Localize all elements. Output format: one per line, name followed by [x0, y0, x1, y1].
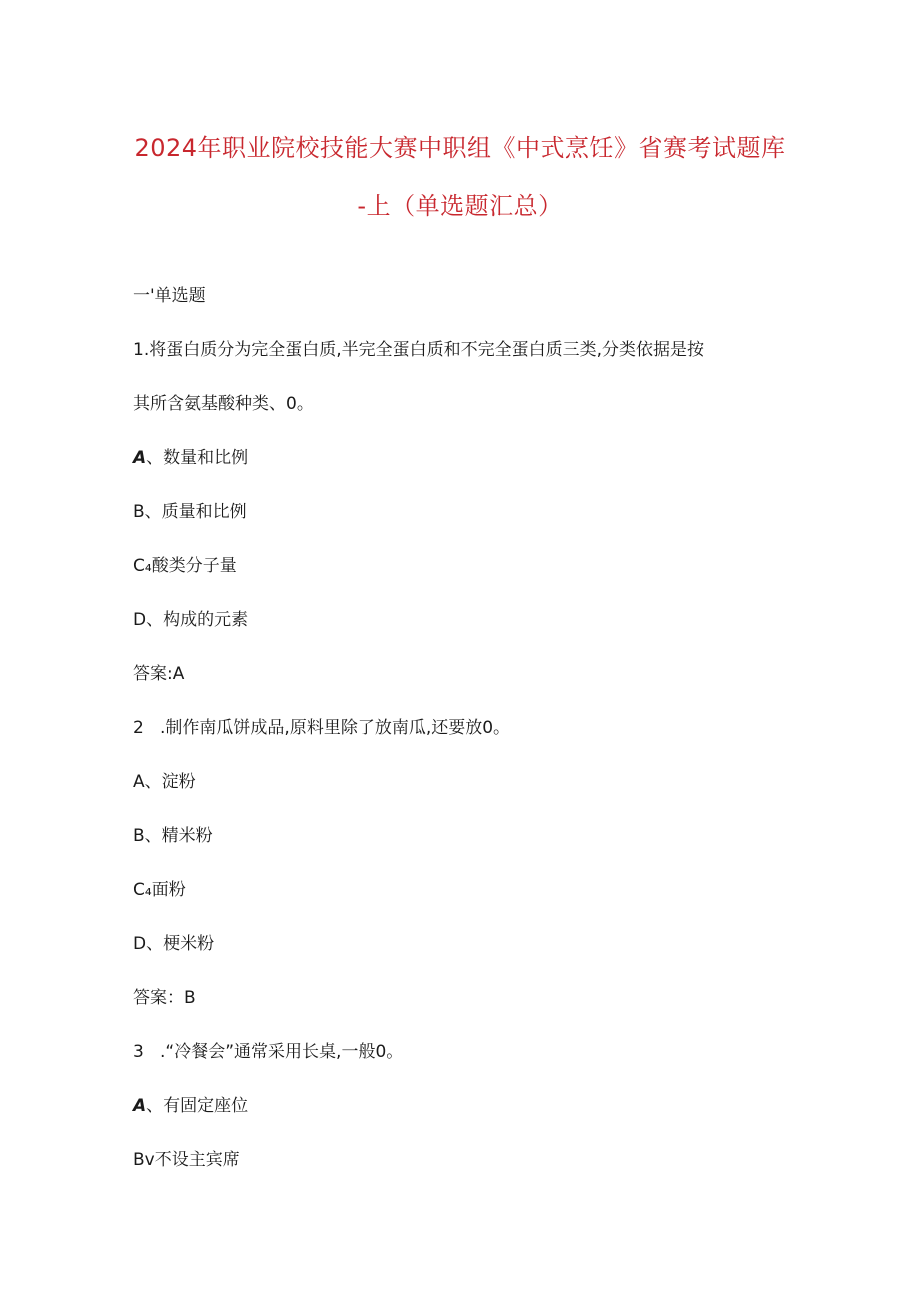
- section-heading: 一'单选题: [133, 286, 206, 306]
- option-text: 面粉: [151, 880, 186, 900]
- question-2-option-c: [133, 880, 186, 900]
- question-3-option-b: [133, 1150, 240, 1170]
- question-1-stem-line-1: 1.将蛋白质分为完全蛋白质,半完全蛋白质和不完全蛋白质三类,分类依据是按: [133, 340, 705, 360]
- question-1-answer: 答案:A: [133, 664, 185, 684]
- option-letter: A: [133, 448, 147, 468]
- question-1-option-d: [133, 610, 248, 630]
- option-letter: A: [133, 772, 145, 792]
- document-title-line-2: -上（单选题汇总）: [357, 192, 563, 220]
- option-text: 梗米粉: [163, 934, 215, 954]
- option-separator: 、: [146, 1096, 164, 1116]
- question-1-stem-line-2: 其所含氨基酸种类、0。: [133, 394, 314, 414]
- option-text: 数量和比例: [163, 448, 249, 468]
- option-separator: 、: [146, 934, 164, 954]
- option-separator: 、: [146, 610, 164, 630]
- option-separator: 、: [146, 448, 164, 468]
- option-letter: B: [133, 1150, 145, 1170]
- question-2-option-d: [133, 934, 214, 954]
- question-1-option-c: [133, 556, 237, 576]
- option-text: 淀粉: [161, 772, 196, 792]
- option-separator: 、: [144, 502, 162, 522]
- option-separator: ₄: [144, 880, 152, 900]
- option-separator: 、: [144, 826, 162, 846]
- option-letter: B: [133, 502, 145, 522]
- option-text: 不设主宾席: [154, 1150, 240, 1170]
- option-text: 构成的元素: [163, 610, 249, 630]
- question-2-answer: 答案：B: [133, 988, 196, 1008]
- option-letter: D: [133, 934, 147, 954]
- option-text: 精米粉: [161, 826, 213, 846]
- option-separator: v: [144, 1150, 155, 1170]
- question-1-option-a: [133, 448, 248, 468]
- option-separator: 、: [144, 772, 162, 792]
- option-separator: ₄: [144, 556, 152, 576]
- option-text: 酸类分子量: [151, 556, 237, 576]
- option-letter: B: [133, 826, 145, 846]
- question-3-stem-line-1: 3 .“冷餐会”通常采用长桌,一般0。: [133, 1042, 404, 1062]
- question-3-option-a: [133, 1096, 248, 1116]
- question-2-option-b: [133, 826, 213, 846]
- option-text: 有固定座位: [163, 1096, 249, 1116]
- question-2-stem-line-1: 2 .制作南瓜饼成品,原料里除了放南瓜,还要放0。: [133, 718, 511, 738]
- option-letter: D: [133, 610, 147, 630]
- question-2-option-a: [133, 772, 196, 792]
- option-text: 质量和比例: [161, 502, 247, 522]
- option-letter: A: [133, 1096, 147, 1116]
- option-letter: C: [133, 880, 145, 900]
- option-letter: C: [133, 556, 145, 576]
- question-1-option-b: [133, 502, 247, 522]
- document-title-line-1: 2024年职业院校技能大赛中职组《中式烹饪》省赛考试题库: [134, 134, 786, 162]
